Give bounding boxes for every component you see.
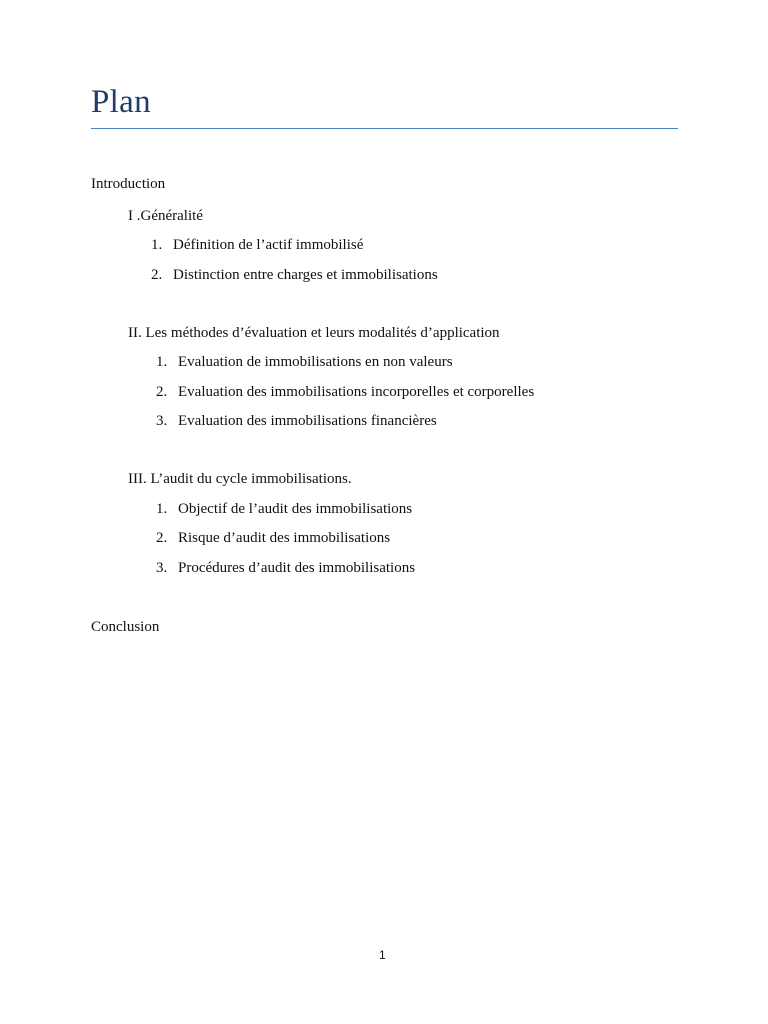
toc-item-label: Définition de l’actif immobilisé (173, 237, 364, 253)
toc-item (156, 353, 453, 371)
page-title: Plan (91, 84, 151, 120)
toc-item-label: Evaluation des immobilisations financières (178, 413, 437, 429)
toc-item-number: 2. (156, 384, 168, 400)
toc-item-number: 2. (151, 267, 163, 283)
toc-item-label: Risque d’audit des immobilisations (178, 530, 391, 546)
title-divider (91, 128, 678, 129)
toc-item-label: Procédures d’audit des immobilisations (178, 560, 416, 576)
toc-item-label: Evaluation de immobilisations en non valeurs (178, 354, 453, 370)
toc-item-number: 3. (156, 413, 168, 429)
toc-item-number: 3. (156, 560, 168, 576)
toc-item (151, 236, 363, 254)
toc-introduction: Introduction (91, 176, 166, 192)
toc-item (156, 529, 390, 547)
toc-item-label: Distinction entre charges et immobilisations (173, 267, 438, 283)
toc-item-number: 1. (151, 237, 163, 253)
page-number: 1 (379, 948, 386, 962)
toc-item (151, 266, 438, 284)
toc-item-label: Objectif de l’audit des immobilisations (178, 501, 413, 517)
toc-item (156, 500, 412, 518)
toc-conclusion: Conclusion (91, 619, 160, 635)
toc-item-number: 2. (156, 530, 168, 546)
toc-item (156, 559, 415, 577)
toc-item-number: 1. (156, 354, 168, 370)
toc-item (156, 383, 534, 401)
toc-section-heading-1: I .Généralité (128, 208, 203, 224)
toc-section-heading-3: III. L’audit du cycle immobilisations. (128, 471, 352, 487)
toc-item (156, 412, 437, 430)
toc-item-label: Evaluation des immobilisations incorporelles et corporelles (178, 384, 535, 400)
toc-section-heading-2: II. Les méthodes d’évaluation et leurs modalités d’application (128, 325, 500, 341)
toc-item-number: 1. (156, 501, 168, 517)
